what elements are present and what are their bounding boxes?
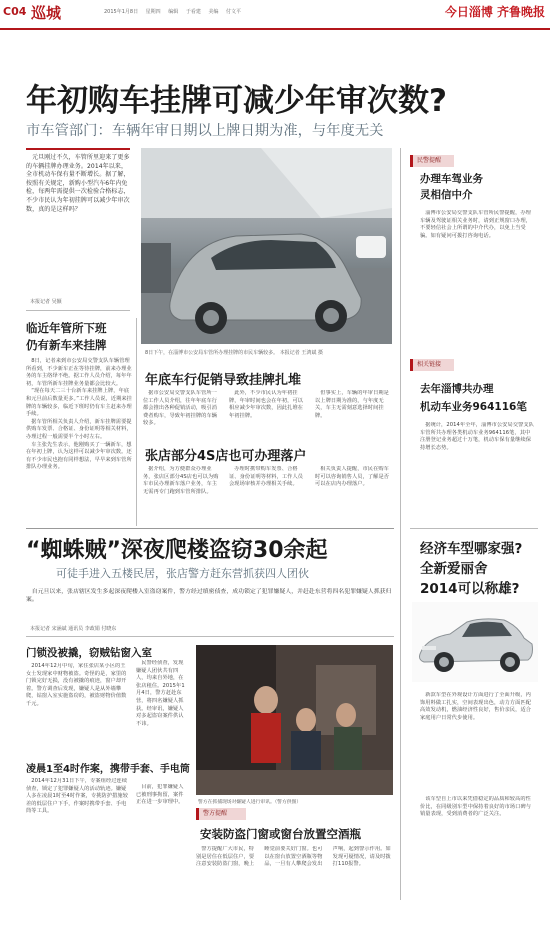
lead-subheadline: 市车管部门：车辆年审日期以上牌日期为准，与年度无关 (26, 123, 384, 139)
lead-byline: 本报记者 吴额 (30, 299, 62, 305)
arrest-photo-illustration (196, 645, 393, 795)
page-number: C04 (3, 5, 27, 18)
feature-byline: 本报记者 宋涵斌 通讯员 李政娟 付晓东 (30, 626, 117, 632)
feature-text-b: 2014年12月31日下午，专案组经过连续侦查，锁定了犯罪嫌疑人的活动轨迹。嫌疑人多在凌晨1时至4时作案，专挑防护措施较差的低层住户下手，作案时携带手套、手电筒等工具。 (26, 778, 128, 815)
paragraph: 据介绍，为方便群众办理业务，张店区部分4S店也可以为购车市民办理新车落户业务，车主无需再专门跑到车管所排队。 (143, 466, 219, 495)
issue-meta: 2015年1月8日 星期四 编辑 于看建 美编 付文平 (104, 9, 242, 15)
feature-headline: “蜘蛛贼”深夜爬楼盗窃30余起 (26, 538, 328, 563)
divider (26, 636, 394, 637)
sidebar-title-3b: 全新爱丽舍 (420, 561, 488, 577)
car-photo-illustration (141, 148, 392, 344)
lead-intro-box (26, 148, 130, 268)
newspaper-brand: 今日淄博 齐鲁晚报 (444, 5, 545, 19)
sidebar-text-2: 据统计，2014年全年，淄博市公安局交警支队车管所共办理各类机动车业务964116笔，其中注册登记业务超过十万笔，机动车保有量继续保持增长态势。 (420, 422, 534, 451)
car-illustration (412, 602, 538, 682)
paragraph: 车主张先生表示，他刚购买了一辆新车，想在年初上牌，认为这样可以减少年审次数。还有不少市民也抱有同样想法，早早来到车管所排队办理业务。 (26, 441, 132, 471)
feature-tag: 警方提醒 (196, 808, 246, 820)
paragraph: “现在每天二三十台新车来挂牌上牌，年底和元旦前后数量更多。”工作人员说，近期来挂牌的车辆较多，临近下班时仍有车主赶来办理手续。 (26, 388, 132, 418)
sidebar-title-3c: 2014可以称雄? (420, 581, 520, 597)
feature-title-c: 安装防盗门窗或窗台放置空酒瓶 (200, 827, 361, 841)
article-mid-body-1 (143, 390, 393, 452)
lead-photo-caption: 8日下午，在淄博市公安局车管所办理挂牌的市民车辆较多。 本报记者 王鸿斌 摄 (145, 350, 323, 356)
section-title: 巡城 (31, 4, 62, 22)
column-divider (400, 148, 401, 900)
sidebar-title-1a: 办理车驾业务 (420, 173, 483, 185)
divider (410, 528, 538, 529)
sidebar-text-4: 该车型自上市以来凭借稳定的品质和较高的性价比，在同级别车型中保持着良好的市场口碑与销量表现，受到消费者的广泛关注。 (420, 796, 532, 818)
feature-text-e (196, 846, 394, 906)
feature-intro: 自元旦以来，张店辖区发生多起深夜爬楼入室盗窃案件，警方经过缜密侦查，成功锁定了犯罪嫌疑人，并赶赴东营将四名犯罪嫌疑人抓获归案。 (26, 589, 392, 604)
sidebar-title-1b: 灵相信中介 (420, 189, 473, 201)
paragraph: 相关负责人提醒，市民在购车时可以咨询销售人员，了解是否可以在店内办理落户。 (315, 466, 390, 488)
paragraph: 此外，不少市民认为年初挂牌，年审时间也会在年初，可以相应减少年审次数，因此扎堆在年初挂牌。 (229, 390, 304, 419)
sidebar-text-1: 淄博市公安局交警支队车管所民警提醒，办理车辆及驾驶证相关业务时，请到正规窗口办理，不要轻信社会上所谓的中介代办，以免上当受骗。如有疑问可拨打咨询电话。 (420, 210, 532, 239)
lead-headline: 年初购车挂牌可减少年审次数? (26, 83, 447, 119)
article-mid-body-2 (143, 466, 393, 524)
feature-text-d: 目前，犯罪嫌疑人已被刑事拘留，案件正在进一步审理中。 (136, 784, 184, 806)
column-divider (136, 318, 137, 526)
sidebar-tag-1: 民警提醒 (410, 155, 454, 167)
article-left-body (26, 358, 132, 472)
article-left-title-2: 仍有新车来挂牌 (26, 338, 107, 352)
paragraph: 8日，记者来到市公安局交警支队车辆管理所看到，不少新车正在等待挂牌，前来办理业务的车主络绎不绝。据工作人员介绍，每年年初，车管所新车挂牌业务量都会比较大。 (26, 358, 132, 387)
article-mid-title-2: 张店部分4S店也可办理落户 (145, 449, 307, 464)
article-mid-title-1: 年底车行促销导致挂牌扎堆 (145, 373, 302, 388)
lead-intro: 元旦刚过不久，车管所里迎来了更多的车辆挂牌办理业务。2014年以来，全市机动车保有量不断增长。据了解，按照有关规定，新购小型汽车6年内免检，每两年需提供一次检验合格标志，不少市民认为年初挂牌可以减少年审次数，真的是这样吗？ (26, 154, 130, 213)
paragraph: 据车管所相关负责人介绍，新车挂牌需要提供购车发票、合格证、身份证明等相关材料，办理过程一般需要半个小时左右。 (26, 418, 132, 440)
sidebar-title-3a: 经济车型哪家强? (420, 541, 523, 557)
lead-photo (141, 148, 392, 344)
top-bar (0, 0, 550, 30)
sidebar-car-photo (412, 602, 538, 682)
paragraph: 警方提醒广大市民，特别是居住在低层住户，要注意安装防盗门窗，晚上睡觉前要关好门窗。也可以在窗台放置空酒瓶等物品，一旦有人攀爬会发出声响，起到警示作用。如发现可疑情况，请及时拨打110报警。 (196, 846, 391, 868)
header-rule (0, 28, 550, 30)
sidebar-title-2b: 机动车业务964116笔 (420, 401, 527, 413)
feature-text-a: 2014年12月中旬，家住张店某小区的王女士发现家中财物被盗。奇怪的是，家里的门锁完好无损，没有被撬的痕迹，窗户却开着。警方调查后发现，嫌疑人是从外墙攀爬，钻窗入室实施盗窃的，被盗财物价值数千元。 (26, 663, 127, 707)
feature-text-c: 民警经侦查，发现嫌疑人团伙共有四人，均来自外地，在张店租住。2015年1月4日，警方赶赴东营，将四名嫌疑人抓获。经审讯，嫌疑人对多起盗窃案件供认不讳。 (136, 660, 185, 727)
sidebar-tag-2: 相关链接 (410, 359, 454, 371)
sidebar-text-3: 新款车型在外观设计方面进行了全面升级，内饰用料做工扎实，空间表现出色，动力方面匹配高效发动机，燃油经济性良好，售价亲民，适合家庭用户日常代步使用。 (420, 692, 532, 721)
paragraph: 但事实上，车辆的年审日期是以上牌日期为准的，与年度无关，车主无需刻意选择时间挂牌。 (315, 390, 389, 419)
divider (26, 528, 394, 529)
article-left-title-1: 临近年管所下班 (26, 321, 107, 335)
feature-photo-caption: 警方在抓捕现场对嫌疑人进行审讯。（警方供图） (198, 800, 302, 805)
feature-title-b: 凌晨1至4时作案，携带手套、手电筒 (26, 764, 190, 775)
sidebar-title-2a: 去年淄博共办理 (420, 383, 494, 395)
feature-title-a: 门锁没被撬，窃贼钻窗入室 (26, 647, 152, 659)
paragraph: 据市公安局交警支队车管所一位工作人员介绍，往年年底车行都会推出各种促销活动，吸引消费者购车，导致年初挂牌的车辆较多。 (143, 390, 218, 427)
divider (26, 310, 130, 311)
paragraph: 办理时携带购车发票、合格证、身份证明等材料，工作人员会现场审核并办理相关手续。 (229, 466, 304, 488)
feature-subheadline: 可徒手进入五楼民居，张店警方赶东营抓获四人团伙 (56, 567, 309, 580)
feature-photo (196, 645, 393, 795)
